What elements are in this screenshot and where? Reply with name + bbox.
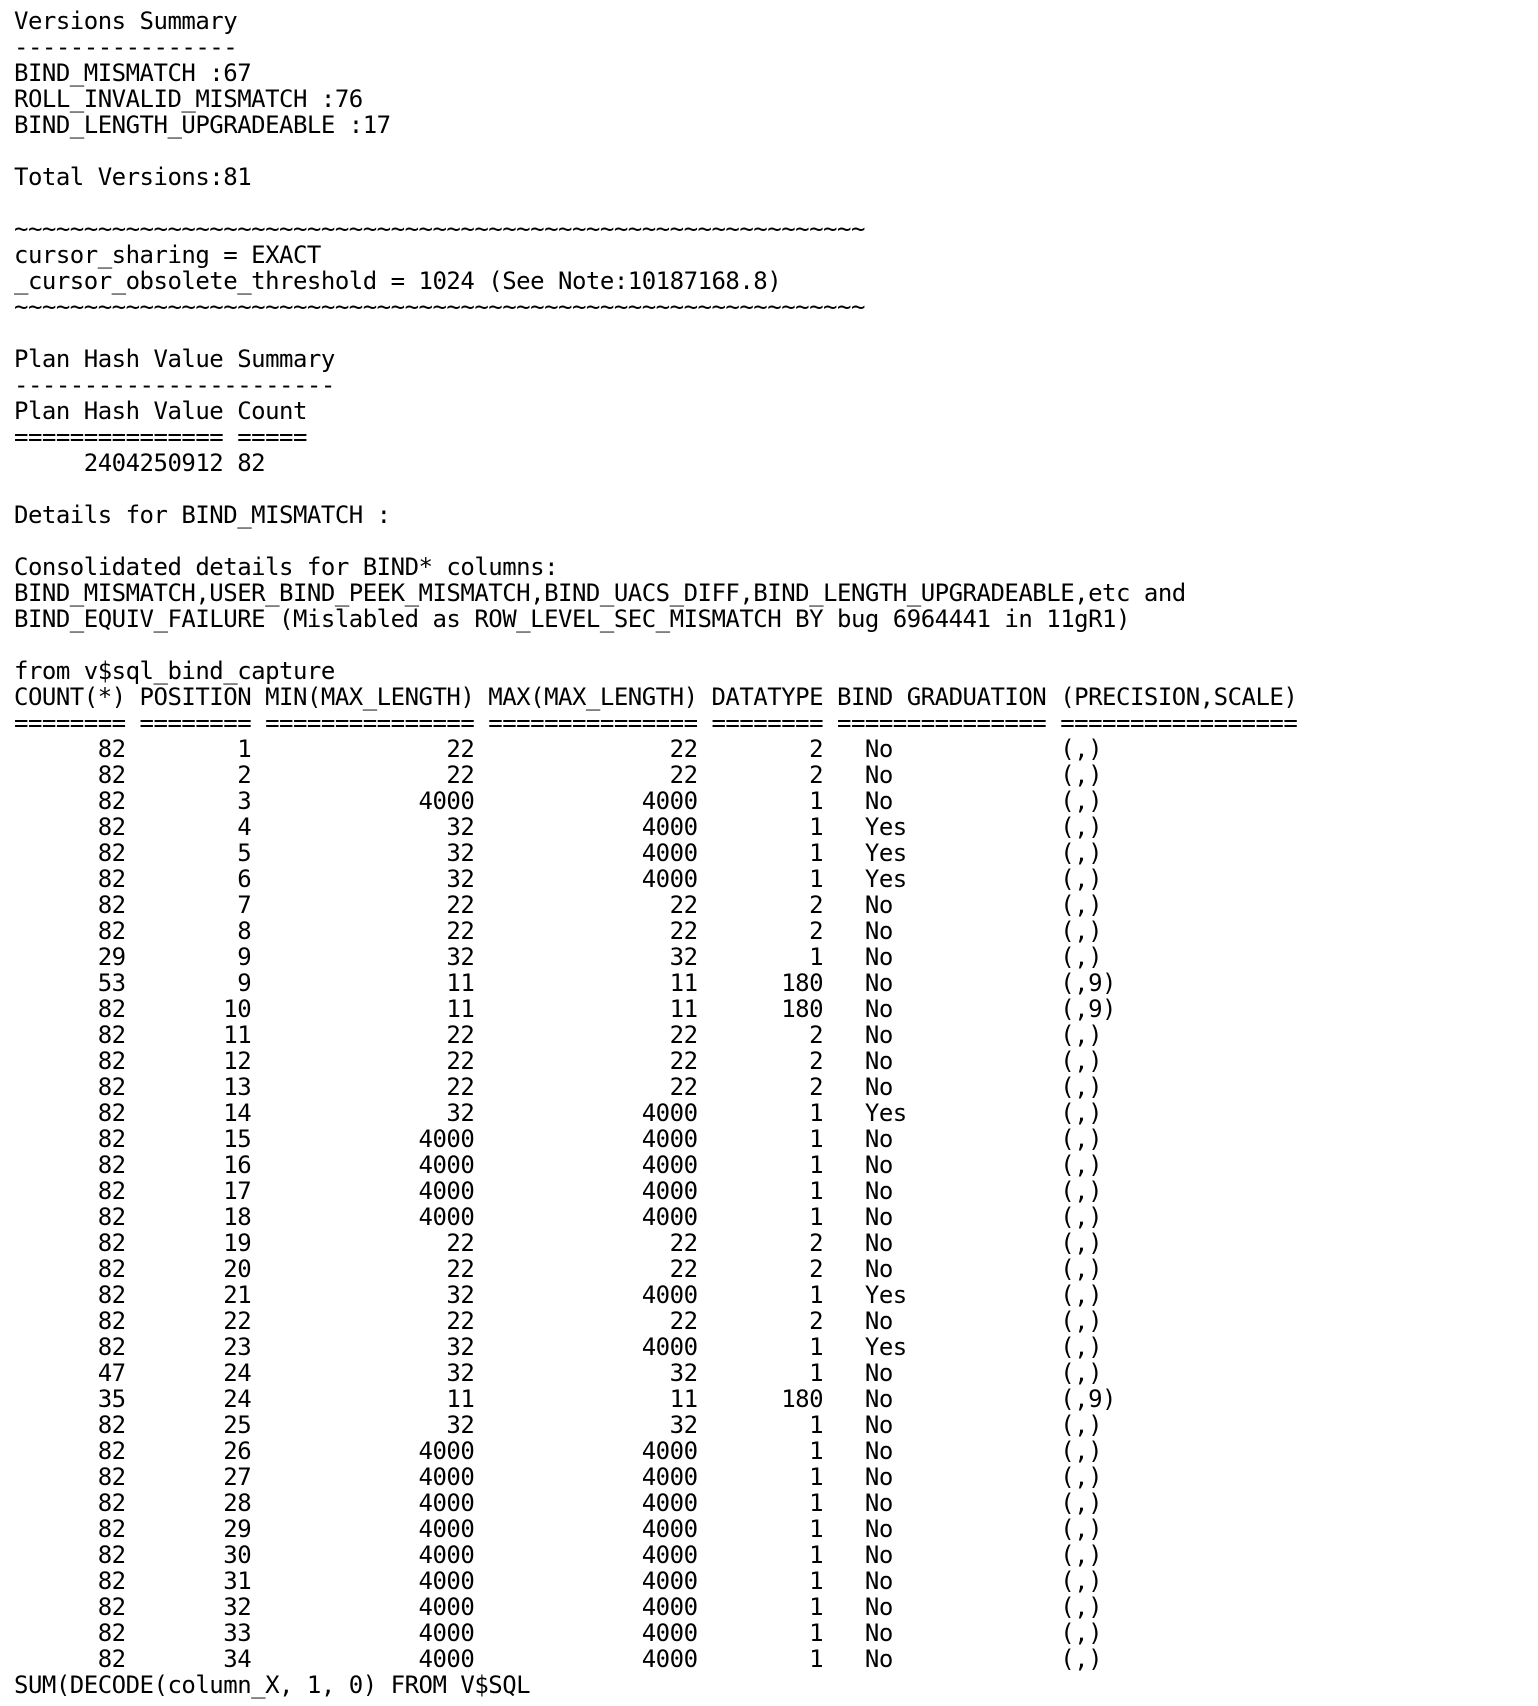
report-line: BIND_EQUIV_FAILURE (Mislabled as ROW_LEVEL_SEC_MISMATCH BY bug 6964441 in 11gR1): [14, 605, 1130, 633]
report-line: 82 30 4000 4000 1 No (,): [14, 1541, 1103, 1569]
report-line: ----------------: [14, 33, 238, 61]
report-line: BIND_MISMATCH,USER_BIND_PEEK_MISMATCH,BIND_UACS_DIFF,BIND_LENGTH_UPGRADEABLE,etc and: [14, 579, 1186, 607]
report-line: 82 34 4000 4000 1 No (,): [14, 1645, 1103, 1673]
report-line: SUM(DECODE(column_X, 1, 0) FROM V$SQL: [14, 1671, 531, 1699]
report-line: 82 32 4000 4000 1 No (,): [14, 1593, 1103, 1621]
report-line: 82 15 4000 4000 1 No (,): [14, 1125, 1103, 1153]
report-line: 82 16 4000 4000 1 No (,): [14, 1151, 1103, 1179]
report-line: [14, 138, 1297, 164]
report-line: 82 22 22 22 2 No (,): [14, 1307, 1103, 1335]
report-line: 82 7 22 22 2 No (,): [14, 891, 1103, 919]
report-line: 82 1 22 22 2 No (,): [14, 735, 1103, 763]
report-line: 82 25 32 32 1 No (,): [14, 1411, 1103, 1439]
report-line: 82 27 4000 4000 1 No (,): [14, 1463, 1103, 1491]
report-line: [14, 476, 1297, 502]
report-line: 29 9 32 32 1 No (,): [14, 943, 1103, 971]
report-line: cursor_sharing = EXACT: [14, 241, 321, 269]
report-line: _cursor_obsolete_threshold = 1024 (See Note:10187168.8): [14, 267, 782, 295]
report-line: 82 28 4000 4000 1 No (,): [14, 1489, 1103, 1517]
report-line: 82 31 4000 4000 1 No (,): [14, 1567, 1103, 1595]
report-line: -----------------------: [14, 371, 335, 399]
report-line: 53 9 11 11 180 No (,9): [14, 969, 1116, 997]
report-line: Plan Hash Value Count: [14, 397, 307, 425]
report-line: 2404250912 82: [14, 449, 266, 477]
report-line: Total Versions:81: [14, 163, 252, 191]
report-line: =============== =====: [14, 423, 307, 451]
report-line: [14, 190, 1297, 216]
report-line: 82 23 32 4000 1 Yes (,): [14, 1333, 1103, 1361]
report-line: 82 2 22 22 2 No (,): [14, 761, 1103, 789]
report-line: 82 12 22 22 2 No (,): [14, 1047, 1103, 1075]
report-line: 82 4 32 4000 1 Yes (,): [14, 813, 1103, 841]
report-line: 82 10 11 11 180 No (,9): [14, 995, 1116, 1023]
report-line: 82 18 4000 4000 1 No (,): [14, 1203, 1103, 1231]
report-line: ======== ======== =============== =============== ======== =============== =================: [14, 709, 1298, 737]
report-line: 82 5 32 4000 1 Yes (,): [14, 839, 1103, 867]
report-line: Details for BIND_MISMATCH :: [14, 501, 391, 529]
report-line: Plan Hash Value Summary: [14, 345, 335, 373]
report-line: ROLL_INVALID_MISMATCH :76: [14, 85, 363, 113]
report-line: Consolidated details for BIND* columns:: [14, 553, 559, 581]
report-line: ~~~~~~~~~~~~~~~~~~~~~~~~~~~~~~~~~~~~~~~~~~~~~~~~~~~~~~~~~~~~~: [14, 293, 865, 321]
report-line: 35 24 11 11 180 No (,9): [14, 1385, 1116, 1413]
report-line: 82 19 22 22 2 No (,): [14, 1229, 1103, 1257]
report-line: COUNT(*) POSITION MIN(MAX_LENGTH) MAX(MAX_LENGTH) DATATYPE BIND GRADUATION (PRECISION,SCALE): [14, 683, 1298, 711]
report-line: 82 14 32 4000 1 Yes (,): [14, 1099, 1103, 1127]
report-line: 82 21 32 4000 1 Yes (,): [14, 1281, 1103, 1309]
report-line: Versions Summary: [14, 7, 238, 35]
report-line: BIND_MISMATCH :67: [14, 59, 252, 87]
report-line: 82 8 22 22 2 No (,): [14, 917, 1103, 945]
report-line: 82 13 22 22 2 No (,): [14, 1073, 1103, 1101]
report-line: ~~~~~~~~~~~~~~~~~~~~~~~~~~~~~~~~~~~~~~~~~~~~~~~~~~~~~~~~~~~~~: [14, 215, 865, 243]
report-line: 82 26 4000 4000 1 No (,): [14, 1437, 1103, 1465]
report-line: [14, 320, 1297, 346]
report-line: [14, 632, 1297, 658]
report-line: 82 29 4000 4000 1 No (,): [14, 1515, 1103, 1543]
report-line: 82 11 22 22 2 No (,): [14, 1021, 1103, 1049]
report-line: from v$sql_bind_capture: [14, 657, 335, 685]
report-line: [14, 528, 1297, 554]
report-line: 47 24 32 32 1 No (,): [14, 1359, 1103, 1387]
report-line: 82 17 4000 4000 1 No (,): [14, 1177, 1103, 1205]
report-text: [14, 8, 1297, 1698]
report-line: 82 20 22 22 2 No (,): [14, 1255, 1103, 1283]
report-line: 82 33 4000 4000 1 No (,): [14, 1619, 1103, 1647]
report-line: 82 6 32 4000 1 Yes (,): [14, 865, 1103, 893]
report-line: BIND_LENGTH_UPGRADEABLE :17: [14, 111, 391, 139]
report-line: 82 3 4000 4000 1 No (,): [14, 787, 1103, 815]
